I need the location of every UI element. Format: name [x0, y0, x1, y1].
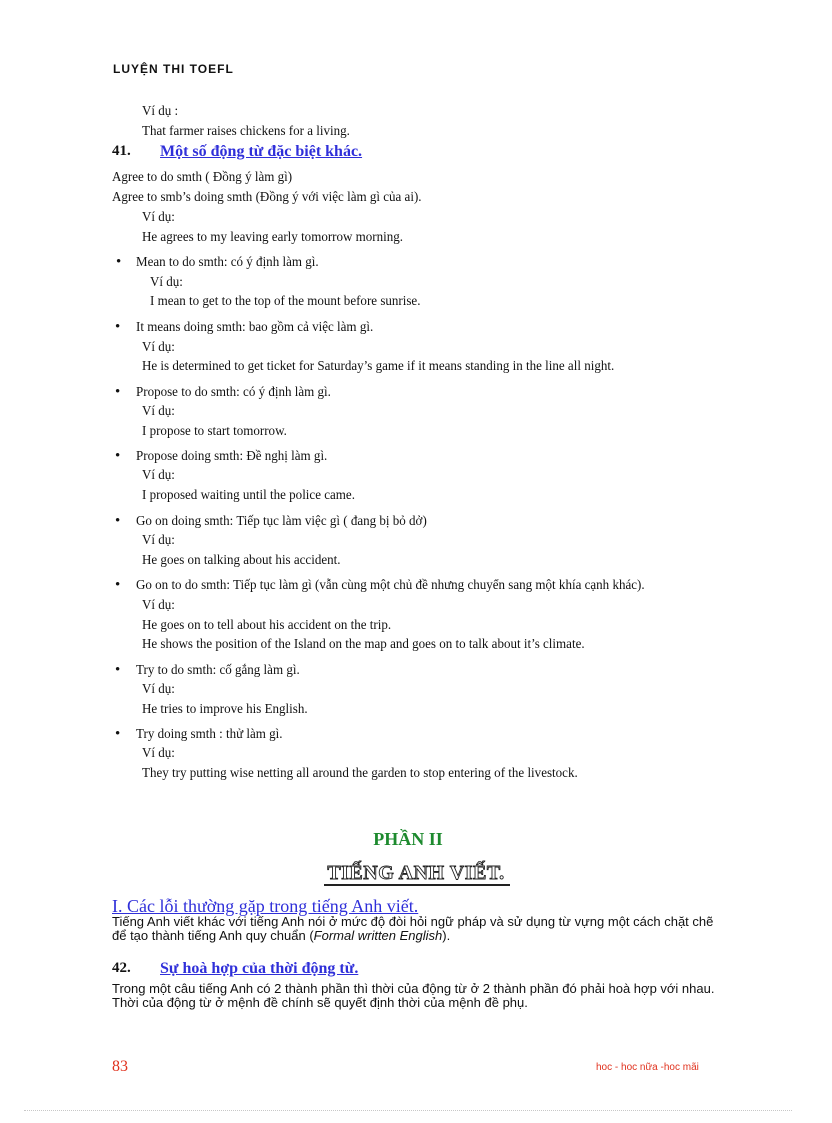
example-label: Ví dụ:: [142, 468, 175, 483]
footer-divider: [24, 1110, 792, 1111]
item-title: Try to do smth: cố gắng làm gì.: [136, 663, 300, 678]
example-sentence: He goes on to tell about his accident on the trip.: [142, 618, 392, 633]
section-number: 41.: [112, 143, 131, 159]
section-title: Một số động từ đặc biệt khác.: [160, 143, 363, 160]
example-sentence: I proposed waiting until the police came.: [142, 488, 355, 503]
item-title: Propose doing smth: Đề nghị làm gì.: [136, 449, 328, 464]
example-label: Ví dụ:: [142, 682, 175, 697]
example-sentence: I mean to get to the top of the mount before sunrise.: [150, 294, 421, 309]
example-sentence: I propose to start tomorrow.: [142, 424, 287, 439]
example-sentence: He shows the position of the Island on the map and goes on to talk about it’s climate.: [142, 637, 585, 652]
example-label: Ví dụ:: [142, 598, 175, 613]
body-line: Agree to smb’s doing smth (Đồng ý với việc làm gì của ai).: [112, 190, 422, 205]
paragraph-text: Tiếng Anh viết khác với tiếng Anh nói ở mức độ đòi hỏi ngữ pháp và sử dụng từ vựng một cách chặt chẽ để tạo thành tiếng Anh quy chuẩn (: [112, 914, 714, 943]
example-sentence: They try putting wise netting all around the garden to stop entering of the livestock.: [142, 766, 578, 781]
part-subtitle-underline: [324, 884, 510, 886]
running-header: LUYỆN THI TOEFL: [113, 62, 234, 76]
item-title: Mean to do smth: có ý định làm gì.: [136, 255, 319, 270]
paragraph-emphasis: Formal written English: [313, 928, 443, 943]
example-label: Ví dụ:: [150, 275, 183, 290]
paragraph-tense: Trong một câu tiếng Anh có 2 thành phần thì thời của động từ ở 2 thành phần đó phải hoà hợp với nhau. Thời của động từ ở mệnh đề chính sẽ quyết định thời của mệnh đề phụ.: [112, 981, 715, 1010]
item-title: Try doing smth : thử làm gì.: [136, 727, 283, 742]
example-label: Ví dụ :: [142, 104, 179, 119]
example-sentence: He is determined to get ticket for Saturday’s game if it means standing in the line all night.: [142, 359, 615, 374]
bullet-dot: •: [115, 319, 121, 335]
item-title: Go on doing smth: Tiếp tục làm việc gì ( đang bị bỏ dở): [136, 514, 427, 529]
page-number: 83: [112, 1058, 128, 1075]
footer-text: hoc - hoc nữa -hoc mãi: [596, 1062, 699, 1073]
item-title: Go on to do smth: Tiếp tục làm gì (vẫn cùng một chủ đề nhưng chuyển sang một khía cạnh khác).: [136, 578, 645, 593]
heading-common-errors: I. Các lỗi thường gặp trong tiếng Anh viết.: [112, 896, 419, 916]
example-label: Ví dụ:: [142, 340, 175, 355]
part-title: PHẦN II: [373, 829, 443, 849]
body-line: Agree to do smth ( Đồng ý làm gì): [112, 170, 293, 185]
paragraph-text: ).: [442, 928, 451, 943]
bullet-dot: •: [116, 254, 122, 270]
example-label: Ví dụ:: [142, 210, 175, 225]
bullet-dot: •: [115, 662, 121, 678]
example-sentence: He agrees to my leaving early tomorrow morning.: [142, 230, 404, 245]
bullet-dot: •: [115, 577, 121, 593]
example-sentence: That farmer raises chickens for a living.: [142, 124, 350, 139]
paragraph-intro: [112, 915, 724, 943]
section-title: Sự hoà hợp của thời động từ.: [160, 960, 359, 977]
example-label: Ví dụ:: [142, 404, 175, 419]
bullet-dot: •: [115, 726, 121, 742]
part-subtitle: TIẾNG ANH VIẾT.: [327, 862, 505, 884]
item-title: Propose to do smth: có ý định làm gì.: [136, 385, 331, 400]
example-label: Ví dụ:: [142, 533, 175, 548]
bullet-dot: •: [115, 384, 121, 400]
bullet-dot: •: [115, 513, 121, 529]
item-title: It means doing smth: bao gồm cả việc làm gì.: [136, 320, 374, 335]
example-label: Ví dụ:: [142, 746, 175, 761]
bullet-dot: •: [115, 448, 121, 464]
example-sentence: He goes on talking about his accident.: [142, 553, 341, 568]
example-sentence: He tries to improve his English.: [142, 702, 308, 717]
section-number: 42.: [112, 960, 131, 976]
